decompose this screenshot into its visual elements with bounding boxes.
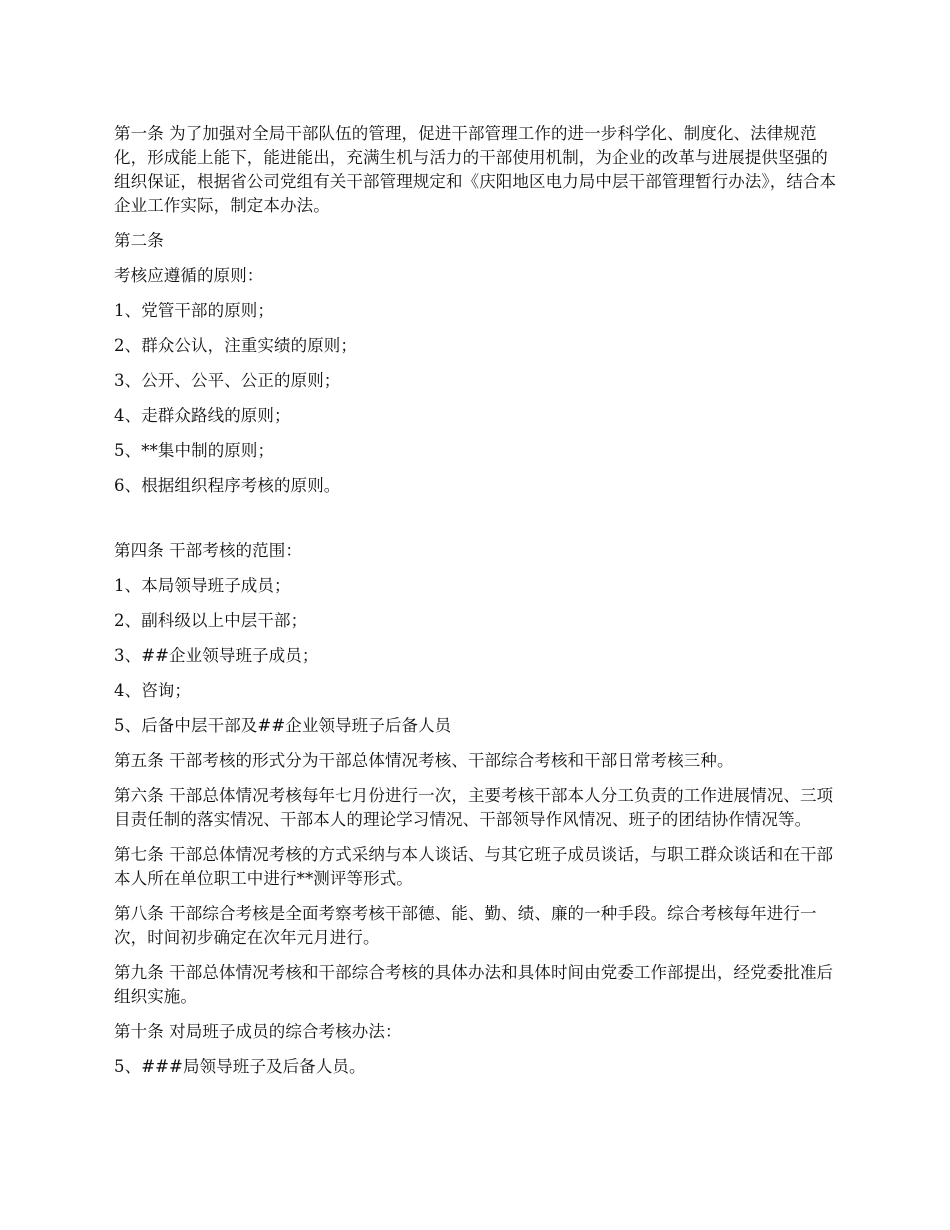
principle-item-6: 6、根据组织程序考核的原则。 [114, 476, 341, 495]
article-1-paragraph: 第一条 为了加强对全局干部队伍的管理，促进干部管理工作的进一步科学化、制度化、法律规范化，形成能上能下，能进能出，充满生机与活力的干部使用机制，为企业的改革与进展提供坚强的组织保证，根据省公司党组有关干部管理规定和《庆阳地区电力局中层干部管理暂行办法》，结合本企业工作实际，制定本办法。 [114, 124, 837, 215]
principle-item-3: 3、公开、公平、公正的原则； [114, 371, 341, 390]
principle-item-2: 2、群众公认，注重实绩的原则； [114, 336, 357, 355]
article-8-paragraph: 第八条 干部综合考核是全面考察考核干部德、能、勤、绩、廉的一种手段。综合考核每年进行一次，时间初步确定在次年元月进行。 [114, 904, 817, 947]
final-item: 5、###局领导班子及后备人员。 [114, 1057, 366, 1076]
principle-item-1: 1、党管干部的原则； [114, 301, 274, 320]
principle-item-4: 4、走群众路线的原则； [114, 406, 291, 425]
scope-item-2: 2、副科级以上中层干部； [114, 611, 308, 630]
principle-item-5: 5、**集中制的原则； [114, 441, 275, 460]
scope-item-3: 3、##企业领导班子成员； [114, 646, 319, 665]
article-4-heading: 第四条 干部考核的范围： [114, 541, 302, 560]
article-2-heading: 第二条 [114, 231, 164, 250]
scope-item-5: 5、后备中层干部及##企业领导班子后备人员 [114, 716, 452, 735]
article-6-paragraph: 第六条 干部总体情况考核每年七月份进行一次，主要考核干部本人分工负责的工作进展情况、三项目责任制的落实情况、干部本人的理论学习情况、干部领导作风情况、班子的团结协作情况等。 [114, 786, 834, 829]
article-9-paragraph: 第九条 干部总体情况考核和干部综合考核的具体办法和具体时间由党委工作部提出，经党委批准后组织实施。 [114, 963, 834, 1006]
scope-item-1: 1、本局领导班子成员； [114, 576, 291, 595]
article-5-paragraph: 第五条 干部考核的形式分为干部总体情况考核、干部综合考核和干部日常考核三种。 [114, 751, 734, 770]
article-10-heading: 第十条 对局班子成员的综合考核办法： [114, 1022, 402, 1041]
principles-intro: 考核应遵循的原则： [114, 266, 264, 285]
scope-item-4: 4、咨询； [114, 681, 191, 700]
article-7-paragraph: 第七条 干部总体情况考核的方式采纳与本人谈话、与其它班子成员谈话，与职工群众谈话和在干部本人所在单位职工中进行**测评等形式。 [114, 845, 834, 888]
